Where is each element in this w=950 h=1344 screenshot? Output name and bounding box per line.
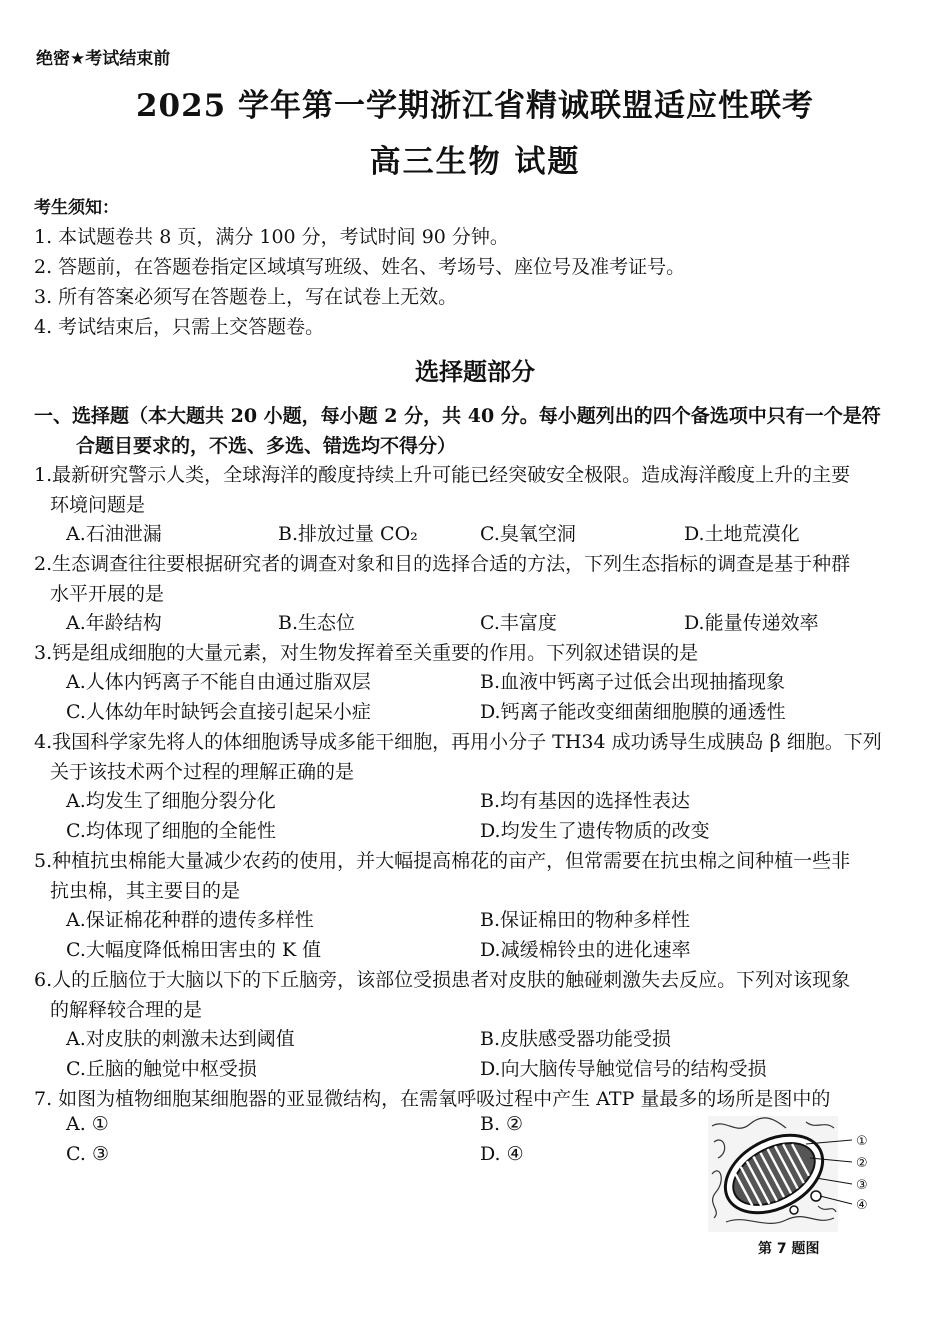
- question-5-stem: 5.种植抗虫棉能大量减少农药的使用，并大幅提高棉花的亩产，但常需要在抗虫棉之间种植一些非: [34, 850, 851, 872]
- exam-subtitle: 高三生物 试题: [369, 144, 581, 180]
- question-2-stem-cont: 水平开展的是: [50, 583, 165, 605]
- q1-option-d[interactable]: D.土地荒漠化: [684, 523, 800, 545]
- notice-item: 4. 考试结束后，只需上交答题卷。: [34, 316, 325, 338]
- q1-option-b[interactable]: B.排放过量 CO₂: [278, 523, 418, 545]
- question-3-stem: 3.钙是组成细胞的大量元素，对生物发挥着至关重要的作用。下列叙述错误的是: [34, 642, 699, 664]
- question-6-stem: 6.人的丘脑位于大脑以下的下丘脑旁，该部位受损患者对皮肤的触碰刺激失去反应。下列对该现象: [34, 969, 851, 991]
- notice-item: 2. 答题前，在答题卷指定区域填写班级、姓名、考场号、座位号及准考证号。: [34, 256, 686, 278]
- q3-option-a[interactable]: A.人体内钙离子不能自由通过脂双层: [66, 671, 371, 693]
- q3-option-b[interactable]: B.血液中钙离子过低会出现抽搐现象: [480, 671, 786, 693]
- q5-option-b[interactable]: B.保证棉田的物种多样性: [480, 909, 691, 931]
- q4-option-c[interactable]: C.均体现了细胞的全能性: [66, 820, 276, 842]
- q4-option-a[interactable]: A.均发生了细胞分裂分化: [66, 790, 276, 812]
- notice-item: 3. 所有答案必须写在答题卷上，写在试卷上无效。: [34, 286, 458, 308]
- vesicle: [790, 1206, 798, 1214]
- q5-option-d[interactable]: D.减缓棉铃虫的进化速率: [480, 939, 691, 961]
- q5-option-a[interactable]: A.保证棉花种群的遗传多样性: [66, 909, 314, 931]
- question-1-stem: 1.最新研究警示人类，全球海洋的酸度持续上升可能已经突破安全极限。造成海洋酸度上升的主要: [34, 464, 851, 486]
- q2-option-c[interactable]: C.丰富度: [480, 612, 557, 634]
- q1-option-a[interactable]: A.石油泄漏: [66, 523, 162, 545]
- figure-label-4: ④: [856, 1198, 868, 1213]
- question-6-stem-cont: 的解释较合理的是: [50, 999, 203, 1021]
- q5-option-c[interactable]: C.大幅度降低棉田害虫的 K 值: [66, 939, 322, 961]
- figure-label-2: ②: [856, 1156, 868, 1171]
- q6-option-d[interactable]: D.向大脑传导触觉信号的结构受损: [480, 1058, 767, 1080]
- q6-option-a[interactable]: A.对皮肤的刺激未达到阈值: [66, 1028, 295, 1050]
- section-title: 选择题部分: [415, 357, 535, 386]
- figure-label-1: ①: [856, 1134, 868, 1149]
- q3-option-c[interactable]: C.人体幼年时缺钙会直接引起呆小症: [66, 701, 371, 723]
- q2-option-d[interactable]: D.能量传递效率: [684, 612, 819, 634]
- figure-label-3: ③: [856, 1178, 868, 1193]
- q7-option-c[interactable]: C. ③: [66, 1143, 109, 1165]
- q6-option-c[interactable]: C.丘脑的触觉中枢受损: [66, 1058, 257, 1080]
- q2-option-a[interactable]: A.年龄结构: [66, 612, 162, 634]
- q4-option-d[interactable]: D.均发生了遗传物质的改变: [480, 820, 710, 842]
- vesicle: [811, 1191, 821, 1201]
- part-heading-cont: 合题目要求的，不选、多选、错选均不得分）: [76, 435, 457, 457]
- q4-option-b[interactable]: B.均有基因的选择性表达: [480, 790, 691, 812]
- question-1-stem-cont: 环境问题是: [50, 494, 146, 516]
- notice-item: 1. 本试题卷共 8 页，满分 100 分，考试时间 90 分钟。: [34, 226, 509, 248]
- question-4-stem-cont: 关于该技术两个过程的理解正确的是: [50, 761, 355, 783]
- q1-option-c[interactable]: C.臭氧空洞: [480, 523, 576, 545]
- mitochondrion-figure: [706, 1114, 886, 1234]
- q2-option-b[interactable]: B.生态位: [278, 612, 356, 634]
- q7-option-b[interactable]: B. ②: [480, 1113, 524, 1135]
- question-2-stem: 2.生态调查往往要根据研究者的调查对象和目的选择合适的方法，下列生态指标的调查是基于种群: [34, 553, 851, 575]
- q7-option-d[interactable]: D. ④: [480, 1143, 524, 1165]
- secret-label: 绝密★考试结束前: [36, 49, 171, 69]
- q7-option-a[interactable]: A. ①: [66, 1113, 109, 1135]
- exam-title: 2025 学年第一学期浙江省精诚联盟适应性联考: [135, 88, 815, 124]
- question-5-stem-cont: 抗虫棉，其主要目的是: [50, 880, 241, 902]
- notice-heading: 考生须知：: [34, 198, 119, 218]
- question-4-stem: 4.我国科学家先将人的体细胞诱导成多能干细胞，再用小分子 TH34 成功诱导生成胰岛 β 细胞。下列: [34, 731, 882, 753]
- figure-caption: 第 7 题图: [758, 1241, 820, 1257]
- q6-option-b[interactable]: B.皮肤感受器功能受损: [480, 1028, 672, 1050]
- q3-option-d[interactable]: D.钙离子能改变细菌细胞膜的通透性: [480, 701, 786, 723]
- question-7-stem: 7. 如图为植物细胞某细胞器的亚显微结构，在需氧呼吸过程中产生 ATP 量最多的场所是图中的: [34, 1088, 831, 1110]
- part-heading: 一、选择题（本大题共 20 小题，每小题 2 分，共 40 分。每小题列出的四个备选项中只有一个是符: [34, 405, 881, 427]
